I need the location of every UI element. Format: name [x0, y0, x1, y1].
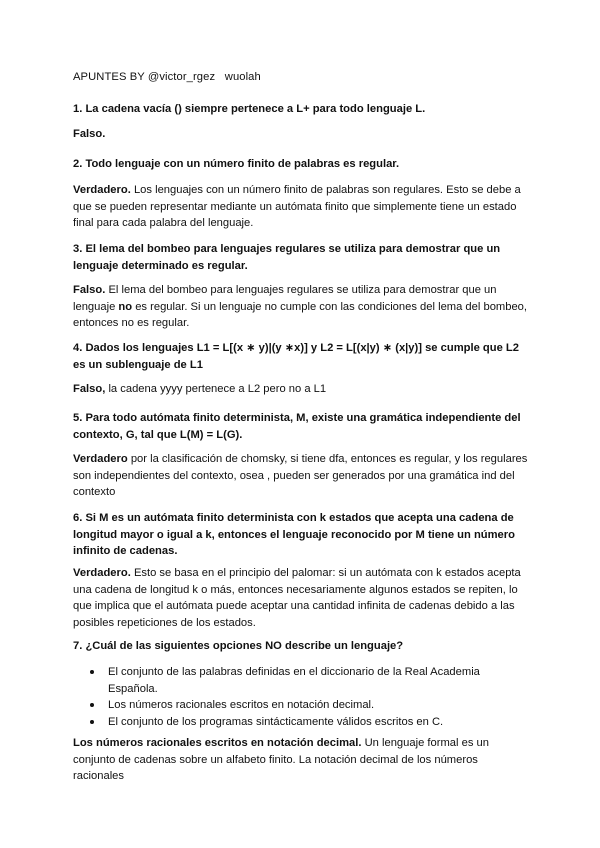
answer-3-verdict: Falso.	[73, 284, 106, 296]
list-item: El conjunto de las palabras definidas en el diccionario de la Real Academia Española.	[73, 664, 529, 697]
question-5: 5. Para todo autómata finito determinista, M, existe una gramática independiente del contexto, G, tal que L(M) = L(G).	[73, 412, 521, 441]
question-2: 2. Todo lenguaje con un número finito de palabras es regular.	[73, 158, 400, 170]
answer-1-verdict: Falso.	[73, 128, 106, 140]
answer-2-verdict: Verdadero.	[73, 184, 131, 196]
answer-4-text: la cadena yyyy pertenece a L2 pero no a L1	[108, 383, 327, 395]
list-item: El conjunto de los programas sintácticamente válidos escritos en C.	[73, 714, 529, 731]
answer-7	[73, 735, 529, 785]
answer-3-text-b: es regular. Si un lenguaje no cumple con las condiciones del lema del bombeo, entonces no es regular.	[73, 300, 528, 329]
answer-5-text: por la clasificación de chomsky, si tiene dfa, entonces es regular, y los regulares son independientes del contexto, osea , pueden ser generados por una gramática ind del contexto	[73, 453, 528, 498]
question-7: 7. ¿Cuál de las siguientes opciones NO describe un lenguaje?	[73, 640, 404, 652]
question-1: 1. La cadena vacía () siempre pertenece a L+ para todo lenguaje L.	[73, 103, 426, 115]
answer-4-verdict: Falso,	[73, 383, 106, 395]
answer-3-emphasis: no	[118, 300, 133, 313]
page-header: APUNTES BY @victor_rgez wuolah	[73, 71, 261, 83]
list-item: Los números racionales escritos en notación decimal.	[73, 697, 529, 714]
answer-2	[73, 182, 529, 232]
question-6: 6. Si M es un autómata finito determinista con k estados que acepta una cadena de longitud mayor o igual a k, entonces el lenguaje reconocido por M tiene un número infinito de cadenas.	[73, 512, 515, 557]
question-3: 3. El lema del bombeo para lenguajes regulares se utiliza para demostrar que un lenguaje determinado es regular.	[73, 243, 501, 272]
answer-4	[73, 381, 529, 398]
options-list	[73, 664, 529, 730]
answer-3	[73, 282, 529, 332]
answer-2-text: Los lenguajes con un número finito de palabras son regulares. Esto se debe a que se pueden representar mediante un autómata finito que simplemente tiene un estado final para cada palabra del lenguaje.	[73, 184, 521, 229]
answer-5-verdict: Verdadero	[73, 453, 128, 465]
answer-1	[73, 126, 529, 143]
answer-7-text: Un lenguaje formal es un conjunto de cadenas sobre un alfabeto finito. La notación decimal de los números racionales	[73, 737, 489, 782]
answer-6-verdict: Verdadero.	[73, 567, 131, 579]
answer-3-text-a: El lema del bombeo para lenguajes regulares se utiliza para demostrar que un lenguaje	[73, 284, 497, 313]
answer-7-verdict: Los números racionales escritos en notación decimal.	[73, 737, 362, 749]
answer-6-text: Esto se basa en el principio del palomar: si un autómata con k estados acepta una cadena de longitud k o más, entonces necesariamente algunos estados se repiten, lo que implica que el autómata puede aceptar una cantidad infinita de cadenas debido a las posibles repeticiones de los estados.	[73, 567, 521, 629]
answer-6	[73, 565, 529, 631]
answer-5	[73, 451, 529, 501]
question-4: 4. Dados los lenguajes L1 = L[(x ∗ y)|(y ∗x)] y L2 = L[(x|y) ∗ (x|y)] se cumple que L2 es un sublenguaje de L1	[73, 342, 519, 371]
